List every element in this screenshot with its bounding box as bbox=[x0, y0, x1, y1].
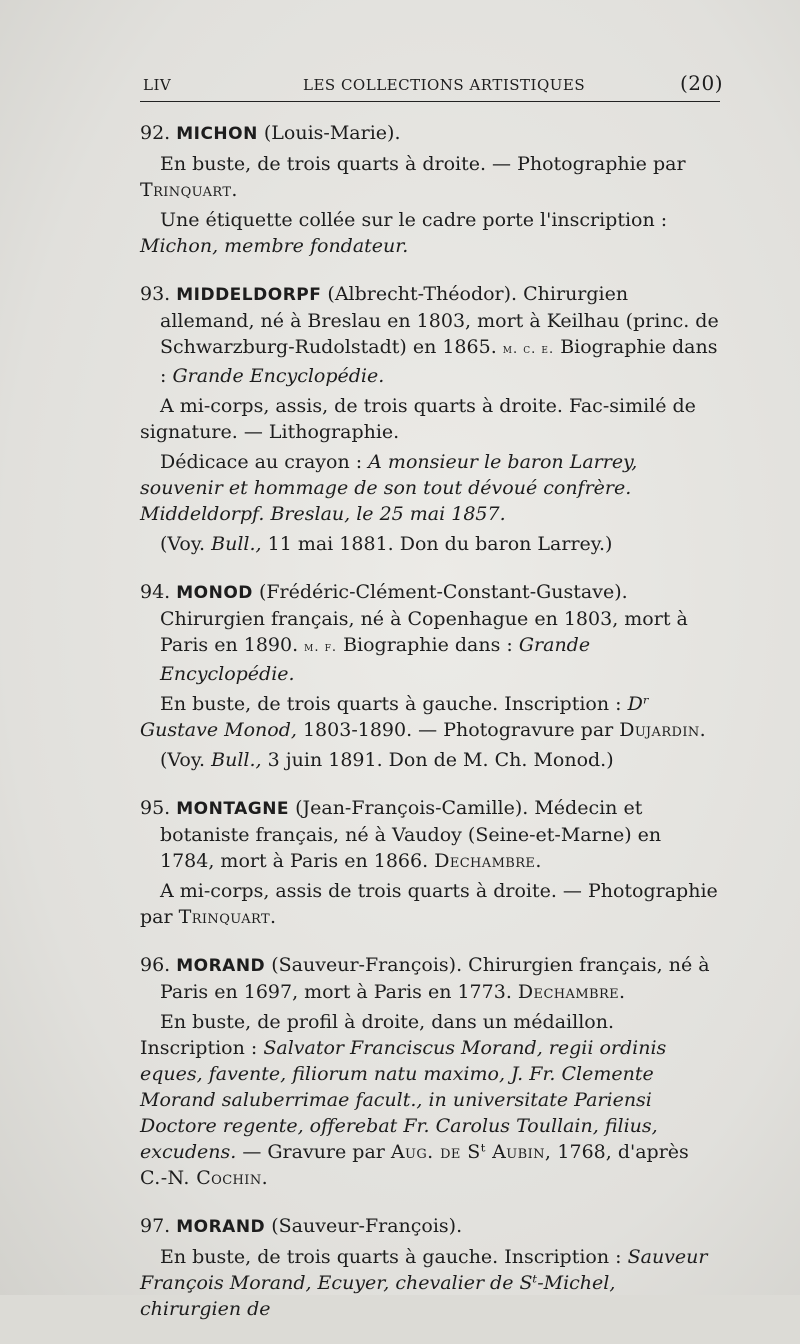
entry-heading bbox=[140, 1213, 720, 1240]
entry-name: MORAND bbox=[176, 1217, 266, 1237]
engraver-name: Dujardin. bbox=[619, 719, 707, 741]
catalogue-body bbox=[140, 120, 720, 1344]
description-text: En buste, de trois quarts à droite. — Photographie par bbox=[160, 153, 686, 175]
catalogue-entry bbox=[140, 795, 720, 930]
entry-description bbox=[140, 1244, 720, 1322]
description-text: 1768, d'après bbox=[557, 1141, 689, 1163]
entry-number: 96. bbox=[140, 954, 171, 976]
header-rule bbox=[140, 101, 720, 102]
entry-name: MONOD bbox=[176, 583, 253, 603]
reference-title: Grande Encyclopédie. bbox=[160, 634, 591, 685]
entry-number: 94. bbox=[140, 581, 171, 603]
photographer-name: Trinquart. bbox=[178, 906, 277, 928]
description-text: A mi-corps, assis de trois quarts à droite. — Photographie par bbox=[140, 880, 718, 928]
reference-abbrev: m. f. bbox=[304, 640, 338, 655]
description-text: 1803-1890. — Photogravure par bbox=[302, 719, 614, 741]
bulletin-ref: Bull., bbox=[211, 749, 262, 771]
entry-name: MICHON bbox=[176, 124, 258, 144]
entry-heading bbox=[140, 579, 720, 687]
entry-description bbox=[140, 393, 720, 445]
catalogue-entry bbox=[140, 952, 720, 1191]
catalogue-entry bbox=[140, 579, 720, 773]
provenance-text: (Voy. bbox=[160, 749, 206, 771]
entry-heading bbox=[140, 795, 720, 874]
entry-bio: (Sauveur-François). Chirurgien français, né à Paris en 1697, mort à Paris en 1773. bbox=[160, 954, 710, 1003]
entry-bio: (Albrecht-Théodor). Chirurgien allemand, né à Breslau en 1803, mort à Keilhau (princ. de Schwarzburg-Rudolstadt) en 1865. bbox=[160, 283, 719, 358]
photographer-name: Trinquart. bbox=[140, 179, 238, 201]
running-title: LES COLLECTIONS ARTISTIQUES bbox=[303, 76, 586, 94]
provenance-text: (Voy. bbox=[160, 533, 206, 555]
entry-bio: (Louis-Marie). bbox=[263, 122, 401, 144]
page-number: (20) bbox=[679, 71, 723, 95]
entry-number: 93. bbox=[140, 283, 171, 305]
entry-description bbox=[140, 1009, 720, 1191]
reference-abbrev: Dechambre. bbox=[434, 850, 542, 872]
inscription-text: Sauveur François Morand, Ecuyer, chevalier de Sᵗ-Michel, chirurgien de bbox=[140, 1246, 708, 1320]
entry-number: 92. bbox=[140, 122, 171, 144]
description-text: Dédicace au crayon : bbox=[160, 451, 363, 473]
entry-bio: Biographie dans : bbox=[343, 634, 513, 656]
inscription-text: Dʳ Gustave Monod, bbox=[140, 693, 650, 741]
description-text: Une étiquette collée sur le cadre porte l'inscription : bbox=[160, 209, 668, 231]
description-text: — Gravure par bbox=[242, 1141, 385, 1163]
reference-abbrev: Dechambre. bbox=[517, 981, 626, 1003]
description-text: En buste, de profil à droite, dans un médaillon. Inscription : bbox=[140, 1011, 614, 1059]
description-text: En buste, de trois quarts à gauche. Inscription : bbox=[160, 1246, 622, 1268]
entry-name: MIDDELDORPF bbox=[176, 285, 322, 305]
reference-abbrev: m. c. e. bbox=[502, 342, 555, 357]
page-roman-numeral: LIV bbox=[143, 76, 172, 94]
provenance-text: 11 mai 1881. Don du baron Larrey.) bbox=[267, 533, 613, 555]
entry-description bbox=[140, 449, 720, 527]
catalogue-entry bbox=[140, 1213, 720, 1322]
description-text: En buste, de trois quarts à gauche. Inscription : bbox=[160, 693, 622, 715]
running-header bbox=[143, 71, 723, 98]
artist-name: C.-N. Cochin. bbox=[140, 1167, 269, 1189]
entry-number: 97. bbox=[140, 1215, 171, 1237]
entry-bio: (Sauveur-François). bbox=[271, 1215, 463, 1237]
entry-description bbox=[140, 691, 720, 743]
entry-description bbox=[140, 151, 720, 203]
entry-heading bbox=[140, 952, 720, 1005]
entry-description bbox=[140, 207, 720, 259]
inscription-text: Salvator Franciscus Morand, regii ordinis eques, favente, filiorum natu maximo, J. Fr. Clemente Morand saluberrimae facult., in universitate Pariensi Doctore regente, offerebat Fr. Carolus Toullain, filius, excudens. bbox=[140, 1037, 667, 1163]
catalogue-entry bbox=[140, 120, 720, 259]
catalogue-entry bbox=[140, 281, 720, 557]
entry-bio: Biographie dans : bbox=[160, 336, 718, 387]
entry-description bbox=[140, 878, 720, 930]
entry-bio: (Jean-François-Camille). Médecin et botaniste français, né à Vaudoy (Seine-et-Marne) en 1784, mort à Paris en 1866. bbox=[160, 797, 662, 872]
bulletin-ref: Bull., bbox=[211, 533, 262, 555]
inscription-text: Michon, membre fondateur. bbox=[140, 235, 409, 257]
entry-provenance bbox=[140, 747, 720, 773]
engraver-name: Aug. de Sᵗ Aubin, bbox=[390, 1141, 552, 1163]
entry-number: 95. bbox=[140, 797, 171, 819]
description-text: A mi-corps, assis, de trois quarts à droite. Fac-similé de signature. — Lithographie. bbox=[140, 395, 696, 443]
entry-bio: (Frédéric-Clément-Constant-Gustave). Chirurgien français, né à Copenhague en 1803, mort à Paris en 1890. bbox=[160, 581, 688, 656]
entry-name: MORAND bbox=[176, 956, 266, 976]
reference-title: Grande Encyclopédie. bbox=[172, 365, 385, 387]
provenance-text: 3 juin 1891. Don de M. Ch. Monod.) bbox=[267, 749, 614, 771]
entry-name: MONTAGNE bbox=[176, 799, 290, 819]
entry-provenance bbox=[140, 531, 720, 557]
entry-heading bbox=[140, 120, 720, 147]
inscription-text: A monsieur le baron Larrey, souvenir et hommage de son tout dévoué confrère. Middeldorpf. Breslau, le 25 mai 1857. bbox=[140, 451, 638, 525]
entry-heading bbox=[140, 281, 720, 389]
